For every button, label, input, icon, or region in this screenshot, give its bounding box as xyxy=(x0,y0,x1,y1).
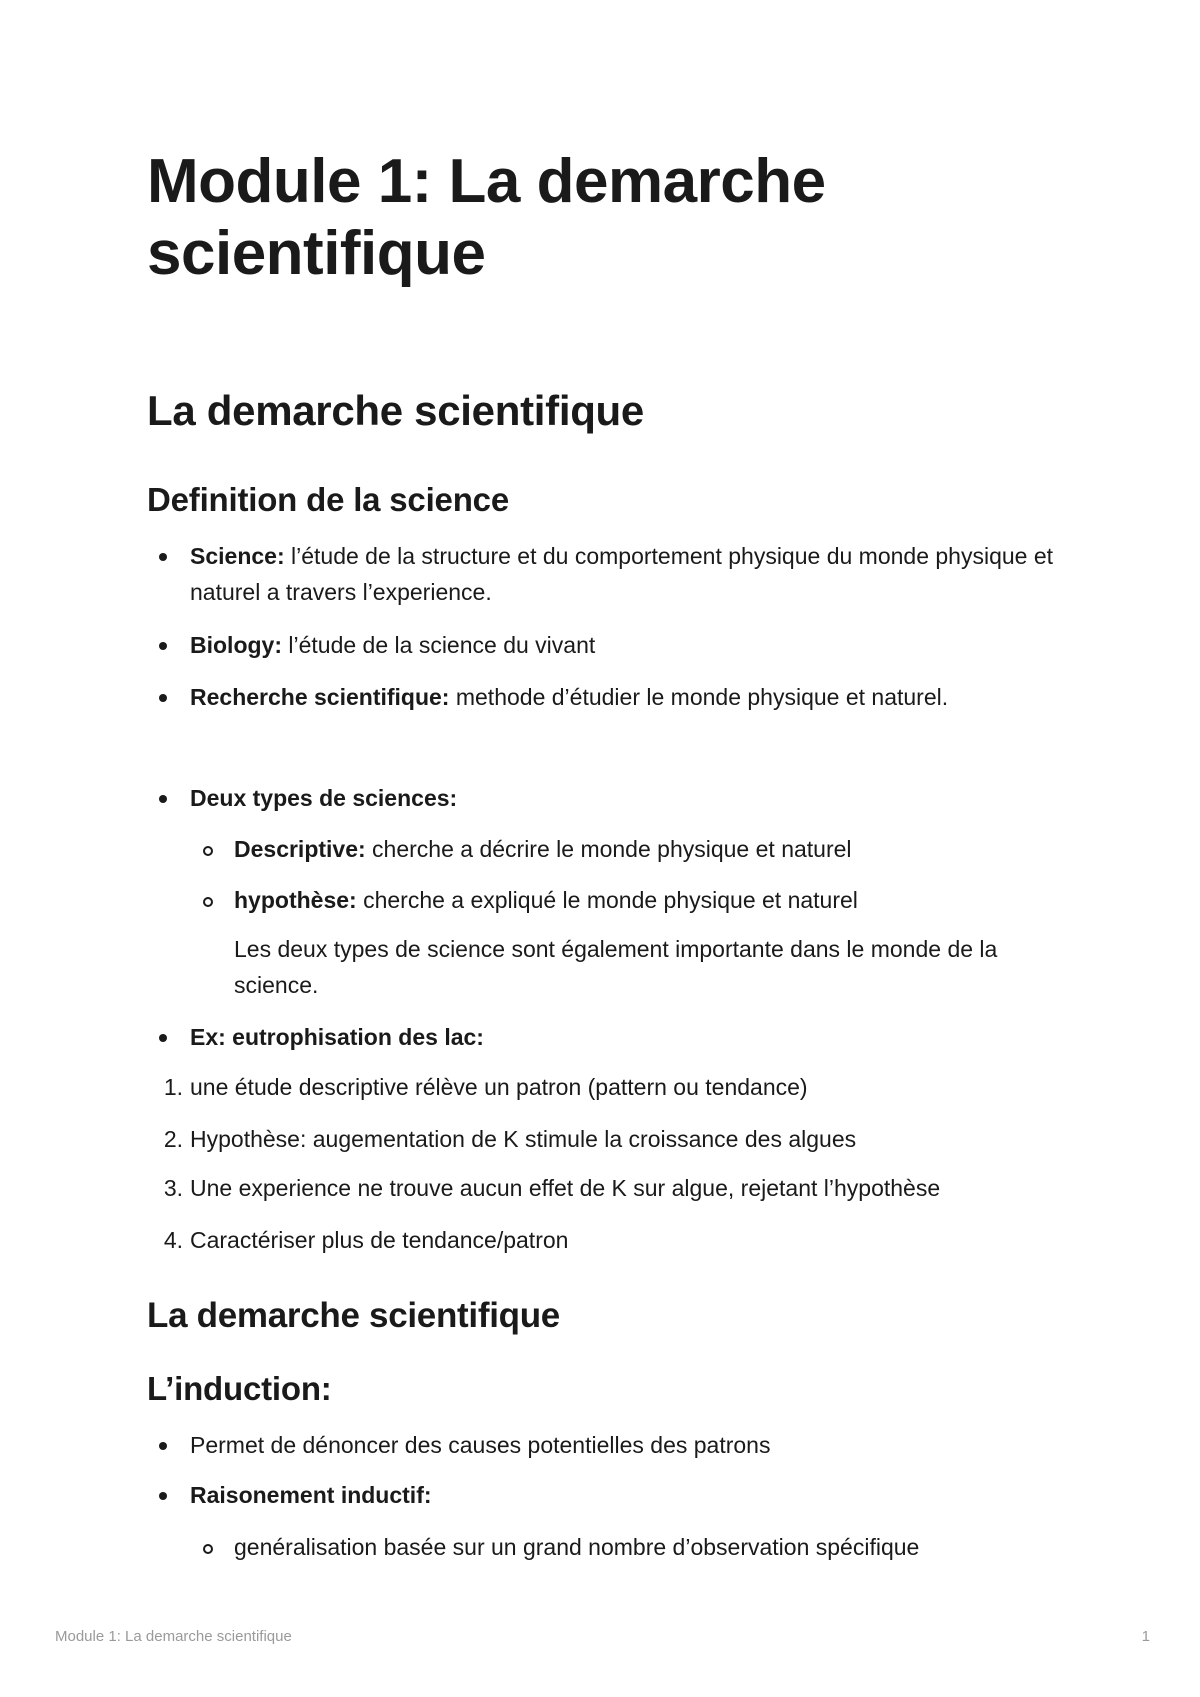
list-item-raisonement xyxy=(190,1477,1060,1513)
section-heading-2: La demarche scientifique xyxy=(147,1296,560,1335)
bullet-hollow xyxy=(203,1544,213,1554)
list-item-generalisation xyxy=(234,1529,1064,1565)
footer-page-number: 1 xyxy=(1141,1628,1150,1645)
bullet xyxy=(159,553,167,561)
item-text: genéralisation basée sur un grand nombre d’observation spécifique xyxy=(234,1534,920,1560)
term-label: hypothèse: xyxy=(234,887,357,913)
item-text: une étude descriptive rélève un patron (pattern ou tendance) xyxy=(190,1074,808,1100)
bullet xyxy=(159,1442,167,1450)
bullet-hollow xyxy=(203,846,213,856)
subheading-induction: L’induction: xyxy=(147,1370,332,1407)
term-label: Biology: xyxy=(190,632,282,658)
term-text: l’étude de la structure et du comportement physique du monde physique et naturel a travers l’experience. xyxy=(190,543,1054,605)
numbered-item xyxy=(163,1121,1060,1157)
numbered-item xyxy=(163,1222,1060,1258)
bullet xyxy=(159,1034,167,1042)
list-item-recherche xyxy=(190,679,1060,715)
list-item-permet xyxy=(190,1427,1060,1463)
item-number: 1. xyxy=(163,1074,183,1100)
item-number: 3. xyxy=(163,1175,183,1201)
bullet-hollow xyxy=(203,897,213,907)
list-item-types xyxy=(190,780,1060,816)
numbered-item xyxy=(163,1170,1060,1206)
reasoning-label: Raisonement inductif: xyxy=(190,1482,432,1508)
term-label: Recherche scientifique: xyxy=(190,684,450,710)
list-item-example xyxy=(190,1019,1060,1055)
term-label: Science: xyxy=(190,543,285,569)
bullet xyxy=(159,795,167,803)
document-title: Module 1: La demarche scientifique xyxy=(147,147,826,288)
list-item-biology xyxy=(190,627,1060,663)
bullet xyxy=(159,1492,167,1500)
term-text: methode d’étudier le monde physique et naturel. xyxy=(449,684,949,710)
term-label: Descriptive: xyxy=(234,836,366,862)
item-number: 2. xyxy=(163,1126,183,1152)
bullet xyxy=(159,694,167,702)
footer-doc-title: Module 1: La demarche scientifique xyxy=(55,1628,292,1645)
bullet xyxy=(159,642,167,650)
term-text: cherche a décrire le monde physique et naturel xyxy=(365,836,852,862)
list-item-descriptive xyxy=(234,831,1064,867)
types-note: Les deux types de science sont également importante dans le monde de la science. xyxy=(234,936,998,998)
item-text: Une experience ne trouve aucun effet de K sur algue, rejetant l’hypothèse xyxy=(190,1175,941,1201)
item-text: Permet de dénoncer des causes potentielles des patrons xyxy=(190,1432,771,1458)
item-number: 4. xyxy=(163,1227,183,1253)
example-label: Ex: eutrophisation des lac: xyxy=(190,1024,484,1050)
section-heading-1: La demarche scientifique xyxy=(147,387,644,434)
item-text: Caractériser plus de tendance/patron xyxy=(190,1227,569,1253)
term-text: cherche a expliqué le monde physique et naturel xyxy=(356,887,858,913)
item-text: Hypothèse: augementation de K stimule la croissance des algues xyxy=(190,1126,857,1152)
list-item-hypothese xyxy=(234,882,1064,918)
term-text: l’étude de la science du vivant xyxy=(282,632,596,658)
numbered-item xyxy=(163,1069,1060,1105)
subheading-definition: Definition de la science xyxy=(147,481,509,518)
list-item-science xyxy=(190,538,1060,610)
types-label: Deux types de sciences: xyxy=(190,785,458,811)
